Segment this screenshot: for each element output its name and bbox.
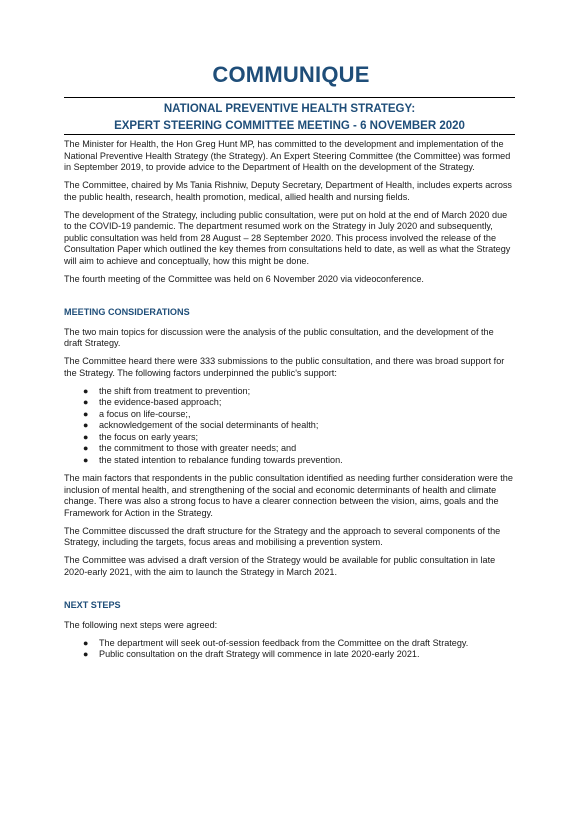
page-title: COMMUNIQUE [212, 62, 370, 87]
next-steps-list [64, 638, 514, 661]
page-subtitle [64, 101, 515, 135]
bullet-icon: ● [83, 649, 89, 660]
list-item-text: the stated intention to rebalance funding towards prevention. [99, 455, 343, 466]
meeting-paragraph-5: The Committee was advised a draft version of the Strategy would be available for public consultation in late 2020-early 2021, with the aim to launch the Strategy in March 2021. [64, 555, 496, 577]
bullet-icon: ● [83, 397, 89, 408]
list-item-text: The department will seek out-of-session feedback from the Committee on the draft Strategy. [99, 637, 469, 648]
list-item [64, 443, 514, 455]
list-item [64, 649, 514, 661]
list-item [64, 409, 514, 421]
meeting-paragraph-1: The two main topics for discussion were the analysis of the public consultation, and the development of the draft Strategy. [64, 326, 494, 348]
list-item [64, 420, 514, 432]
next-steps-intro: The following next steps were agreed: [64, 619, 218, 630]
meeting-paragraph-3: The main factors that respondents in the public consultation identified as needing further consideration were the inclusion of mental health, and strengthening of the social and economic determinants of health and climate change. There was also a strong focus to have a clearer connection between the vision, aims, goals and the Framework for Action in the Strategy. [64, 473, 513, 518]
list-item-text: a focus on life-course;, [99, 408, 191, 419]
list-item-text: the evidence-based approach; [99, 397, 222, 408]
subtitle-line-1: NATIONAL PREVENTIVE HEALTH STRATEGY: [163, 103, 416, 115]
bullet-icon: ● [83, 408, 89, 419]
list-item-text: the focus on early years; [99, 431, 199, 442]
intro-paragraph-4: The fourth meeting of the Committee was held on 6 November 2020 via videoconference. [64, 273, 424, 284]
list-item [64, 386, 514, 398]
bottom-rule [64, 134, 515, 135]
intro-paragraph-1: The Minister for Health, the Hon Greg Hunt MP, has committed to the development and implementation of the National Preventive Health Strategy (the Strategy). An Expert Steering Committee (the Committee) was formed in September 2019, to provide advice to the Department of Health on the development of the Strategy. [64, 139, 511, 172]
bullet-icon: ● [83, 420, 89, 431]
list-item [64, 432, 514, 444]
list-item-text: Public consultation on the draft Strategy will commence in late 2020-early 2021. [99, 649, 420, 660]
list-item-text: acknowledgement of the social determinants of health; [99, 420, 319, 431]
list-item-text: the commitment to those with greater needs; and [99, 443, 297, 454]
list-item-text: the shift from treatment to prevention; [99, 385, 251, 396]
top-rule [64, 97, 515, 98]
list-item [64, 397, 514, 409]
bullet-icon: ● [83, 637, 89, 648]
bullet-icon: ● [83, 385, 89, 396]
bullet-icon: ● [83, 455, 89, 466]
bullet-icon: ● [83, 443, 89, 454]
next-steps-heading: NEXT STEPS [64, 600, 121, 611]
meeting-paragraph-4: The Committee discussed the draft structure for the Strategy and the approach to several components of the Strategy, including the targets, focus areas and mobilising a prevention system. [64, 525, 501, 548]
support-factors-list [64, 386, 514, 467]
intro-paragraph-3: The development of the Strategy, including public consultation, were put on hold at the end of March 2020 due to the COVID-19 pandemic. The department resumed work on the Strategy in July 2020 and subsequently, public consultation was held from 28 August – 28 September 2020. This process involved the release of the Consultation Paper which outlined the key themes from consultations held to date, as well as what the Strategy will aim to achieve and conceptually, how this might be done. [64, 209, 511, 266]
meeting-considerations-heading: MEETING CONSIDERATIONS [64, 307, 190, 317]
list-item [64, 638, 514, 650]
bullet-icon: ● [83, 431, 89, 442]
intro-paragraph-2: The Committee, chaired by Ms Tania Rishniw, Deputy Secretary, Department of Health, includes experts across the public health, research, health promotion, medical, allied health and nursing fields. [64, 180, 512, 202]
meeting-paragraph-2: The Committee heard there were 333 submissions to the public consultation, and there was broad support for the Strategy. The following factors underpinned the public's support: [64, 356, 505, 378]
list-item [64, 455, 514, 467]
document-body [64, 139, 514, 667]
subtitle-line-2: EXPERT STEERING COMMITTEE MEETING - 6 NOVEMBER 2020 [114, 120, 465, 132]
